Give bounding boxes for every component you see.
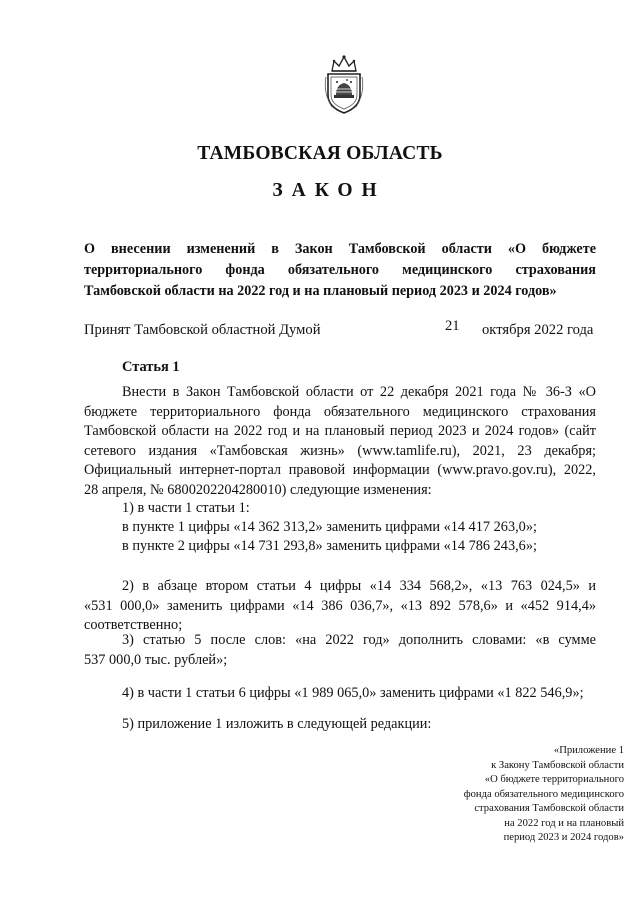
item-3-paragraph	[84, 631, 596, 670]
annex-line: фонда обязательного медицинского	[463, 788, 624, 800]
annex-line: страхования Тамбовской области	[474, 803, 624, 814]
law-title-line: О внесении изменений в Закон Тамбовской области «О бюджете	[84, 241, 596, 257]
item-2-paragraph	[84, 577, 596, 636]
adopted-month-year: октября 2022 года	[482, 322, 594, 338]
item-1: 1) в части 1 статьи 1:	[122, 500, 250, 516]
paragraph-line: 3) статью 5 после слов: «на 2022 год» дополнить словами: «в сумме	[122, 632, 596, 648]
article-intro-paragraph	[84, 383, 596, 500]
annex-reference	[324, 744, 624, 846]
paragraph-line: 537 000,0 тыс. рублей»;	[84, 651, 228, 668]
region-heading: ТАМБОВСКАЯ ОБЛАСТЬ	[197, 143, 443, 164]
article-heading: Статья 1	[122, 359, 180, 375]
paragraph-line: сетевого издания «Тамбовская жизнь» (www.tamlife.ru), 2021, 23 декабря;	[84, 442, 596, 459]
annex-line: «О бюджете территориального	[484, 774, 624, 785]
paragraph-line: Тамбовской области на 2022 год и на плановый период 2023 и 2024 годов» (сайт	[84, 423, 596, 439]
law-title	[84, 239, 596, 302]
annex-line: к Закону Тамбовской области	[491, 759, 624, 771]
paragraph-line: 2) в абзаце втором статьи 4 цифры «14 334 568,2», «13 763 024,5» и	[122, 578, 596, 594]
adopted-by-text: Принят Тамбовской областной Думой	[84, 322, 321, 338]
annex-line: на 2022 год и на плановый	[504, 817, 624, 829]
adopted-day: 21	[445, 318, 460, 334]
annex-line: «Приложение 1	[553, 745, 624, 756]
law-title-line: территориального фонда обязательного медицинского страхования	[84, 262, 596, 278]
paragraph-line: 28 апреля, № 6800202204280010) следующие изменения:	[84, 481, 432, 498]
paragraph-line: соответственно;	[84, 617, 183, 633]
item-1-sub-1: в пункте 1 цифры «14 362 313,2» заменить цифрами «14 417 263,0»;	[122, 519, 537, 535]
annex-line: период 2023 и 2024 годов»	[503, 832, 624, 843]
paragraph-line: «531 000,0» заменить цифрами «14 386 036,7», «13 892 578,6» и «452 914,4»	[84, 597, 596, 614]
paragraph-line: бюджете территориального фонда обязательного медицинского страхования	[84, 403, 596, 420]
paragraph-line: Внести в Закон Тамбовской области от 22 декабря 2021 года № 36-З «О	[122, 384, 596, 400]
coat-of-arms-emblem	[322, 53, 366, 115]
paragraph-line: Официальный интернет-портал правовой информации (www.pravo.gov.ru), 2022,	[84, 462, 596, 478]
item-4: 4) в части 1 статьи 6 цифры «1 989 065,0» заменить цифрами «1 822 546,9»;	[122, 685, 584, 701]
law-heading: ЗАКОН	[272, 180, 386, 201]
item-1-sub-2: в пункте 2 цифры «14 731 293,8» заменить цифрами «14 786 243,6»;	[122, 538, 537, 554]
item-5: 5) приложение 1 изложить в следующей редакции:	[122, 716, 432, 732]
law-title-line: Тамбовской области на 2022 год и на плановый период 2023 и 2024 годов»	[84, 283, 557, 299]
